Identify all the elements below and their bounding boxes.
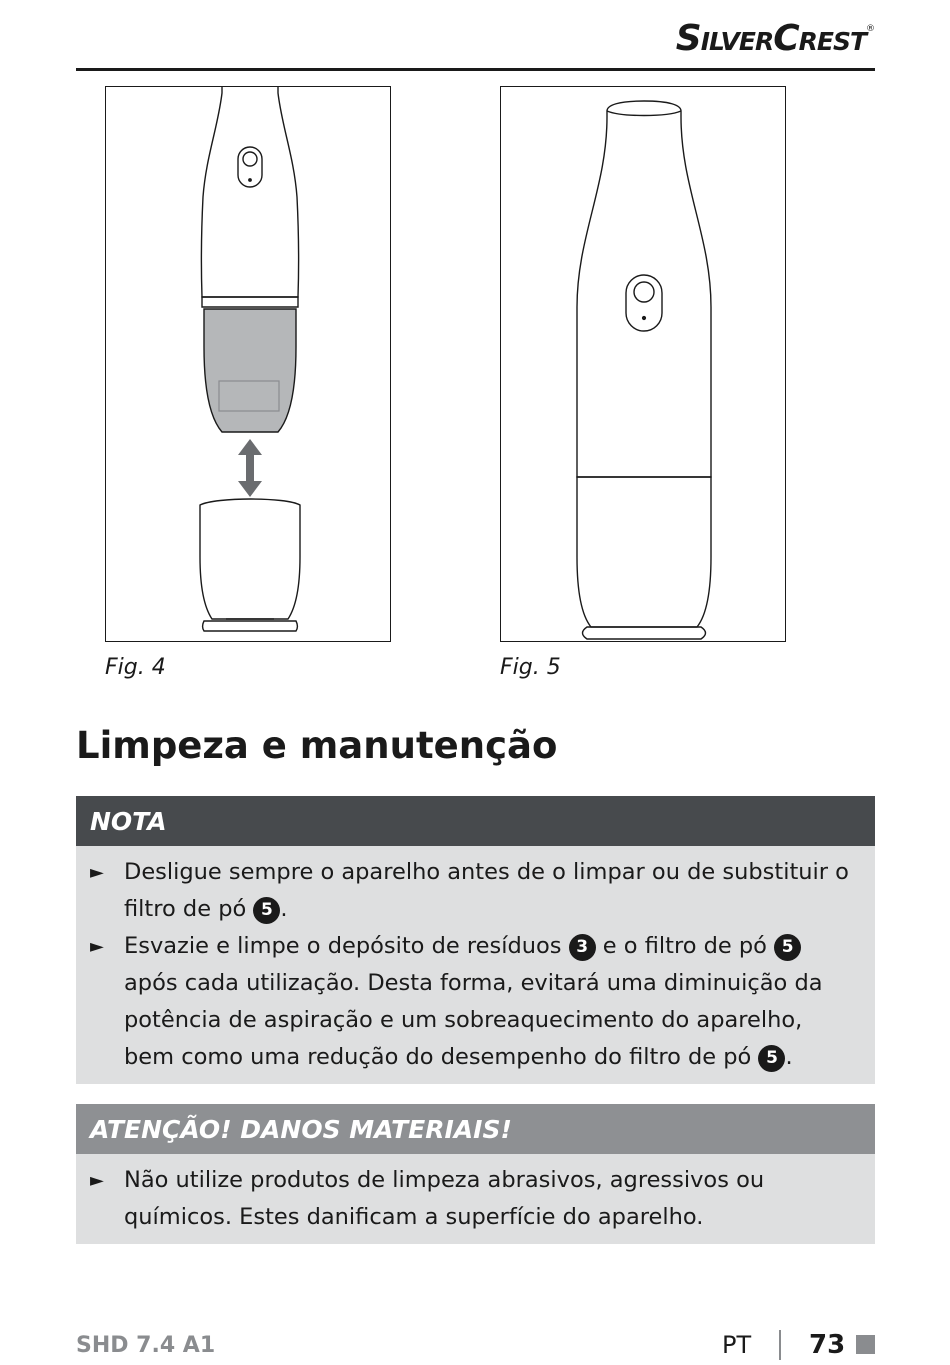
warning-heading: ATENÇÃO! DANOS MATERIAIS!	[76, 1104, 875, 1154]
text-run: .	[280, 896, 288, 922]
page-number: 73	[809, 1330, 846, 1360]
brand-logo	[676, 18, 874, 59]
figure-4-illustration	[105, 86, 391, 642]
footer-separator	[779, 1330, 781, 1360]
list-item	[90, 928, 855, 1076]
circled-number-icon: 5	[253, 897, 280, 924]
warning-body	[76, 1154, 875, 1244]
circled-number-icon: 3	[569, 934, 596, 961]
figure-5-illustration	[500, 86, 786, 642]
footer-model: SHD 7.4 A1	[76, 1333, 216, 1358]
brand-name: SilverCrest	[675, 18, 866, 59]
figure-4-caption: Fig. 4	[105, 655, 166, 680]
circled-number-icon: 5	[758, 1045, 785, 1072]
text-run: .	[785, 1044, 793, 1070]
note-box	[76, 796, 875, 1084]
list-item-text	[124, 854, 855, 928]
triangle-right-icon: ►	[90, 1170, 104, 1191]
triangle-right-icon: ►	[90, 936, 104, 957]
text-run: Esvazie e limpe o depósito de resíduos	[124, 933, 569, 959]
text-run: e o filtro de pó	[595, 933, 775, 959]
header-rule	[76, 68, 875, 71]
section-title: Limpeza e manutenção	[76, 724, 558, 767]
triangle-right-icon: ►	[90, 862, 104, 883]
note-body	[76, 846, 875, 1084]
circled-number-icon: 5	[774, 934, 801, 961]
list-item-text: Não utilize produtos de limpeza abrasivos, agressivos ou químicos. Estes danificam a superfície do aparelho.	[124, 1167, 765, 1230]
text-run: Desligue sempre o aparelho antes de o limpar ou de substituir o filtro de pó	[124, 859, 849, 922]
list-item	[90, 1162, 855, 1236]
square-icon	[856, 1335, 875, 1354]
registered-mark: ®	[866, 24, 874, 34]
note-heading: NOTA	[76, 796, 875, 846]
list-item-text	[124, 928, 855, 1076]
figure-5-caption: Fig. 5	[500, 655, 561, 680]
warning-box	[76, 1104, 875, 1244]
list-item	[90, 854, 855, 928]
footer-language: PT	[722, 1331, 752, 1359]
text-run: após cada utilização. Desta forma, evitará uma diminuição da potência de aspiração e um sobreaquecimento do aparelho, bem como uma redução do desempenho do filtro de pó	[124, 970, 823, 1070]
